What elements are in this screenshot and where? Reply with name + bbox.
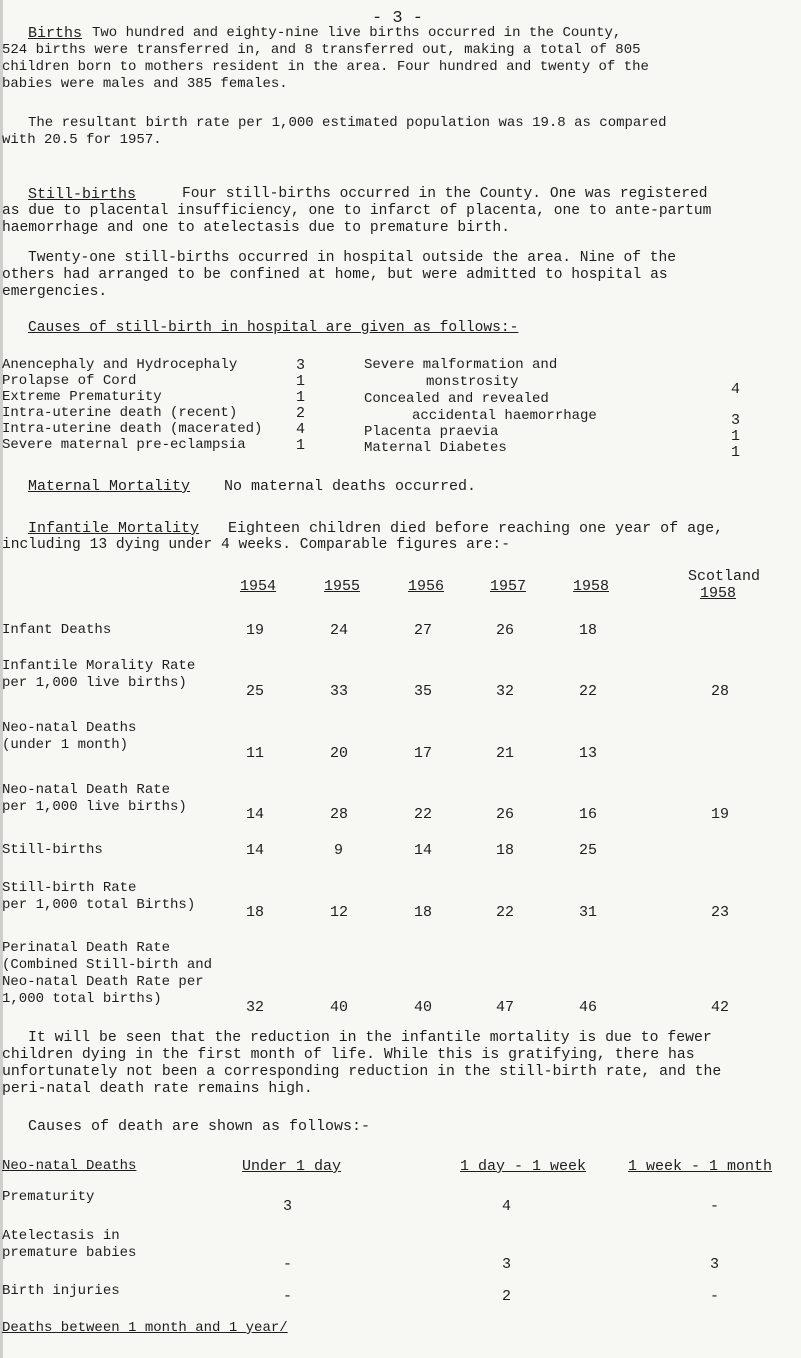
death-cause-cell: 3 [502, 1256, 512, 1273]
cell: 19 [246, 622, 265, 639]
death-cause-cell: 3 [710, 1256, 720, 1273]
cell: 11 [246, 745, 265, 762]
cell: 28 [711, 683, 730, 700]
conclusion-line-4: peri-natal death rate remains high. [2, 1081, 313, 1097]
row-label: (under 1 month) [2, 737, 129, 753]
infantile-line-1: Eighteen children died before reaching one year of age, [228, 520, 724, 537]
row-label: Still-birth Rate [2, 880, 137, 896]
cause-left-6-count: 1 [296, 437, 306, 454]
cell: 40 [414, 999, 433, 1016]
death-cause-cell: - [283, 1288, 293, 1305]
conclusion-line-2: children dying in the first month of life. While this is gratifying, there has [2, 1047, 695, 1063]
death-cause-cell: 2 [502, 1288, 512, 1305]
births-line-1: Two hundred and eighty-nine live births occurred in the County, [92, 25, 622, 41]
cell: 12 [330, 904, 349, 921]
cell: 31 [579, 904, 598, 921]
cell: 27 [414, 622, 433, 639]
col-header-1955: 1955 [324, 578, 361, 595]
cell: 21 [496, 745, 515, 762]
infantile-heading: Infantile Mortality [28, 520, 200, 537]
row-label: per 1,000 total Births) [2, 897, 196, 913]
hospital-line-3: emergencies. [2, 284, 108, 300]
death-cause-cell: - [283, 1256, 293, 1273]
cell: 22 [414, 806, 433, 823]
col-header-1957: 1957 [490, 578, 527, 595]
row-label: per 1,000 live births) [2, 675, 187, 691]
cell: 32 [496, 683, 515, 700]
death-cause-label: Atelectasis in [2, 1228, 120, 1244]
cell: 22 [579, 683, 598, 700]
cause-right-4: accidental haemorrhage [412, 408, 597, 424]
cause-right-2: monstrosity [426, 374, 519, 390]
cause-left-5-count: 4 [296, 421, 306, 438]
cell: 46 [579, 999, 598, 1016]
cause-left-3: Extreme Prematurity [2, 389, 162, 405]
cell: 18 [496, 842, 515, 859]
cell: 17 [414, 745, 433, 762]
causes-death-intro: Causes of death are shown as follows:- [28, 1118, 371, 1135]
col-header-scotland: Scotland [688, 568, 761, 585]
death-cause-cell: 3 [283, 1198, 293, 1215]
cell: 40 [330, 999, 349, 1016]
births-line-4: babies were males and 385 females. [2, 76, 288, 92]
stillbirths-line-1: Four still-births occurred in the County. One was registered [182, 186, 708, 202]
cause-right-5: Placenta praevia [364, 424, 499, 440]
cell: 14 [414, 842, 433, 859]
causes-death-footer: Deaths between 1 month and 1 year/ [2, 1320, 288, 1336]
birth-rate-line-1: The resultant birth rate per 1,000 estimated population was 19.8 as compared [28, 115, 667, 131]
row-label: Infantile Morality Rate [2, 658, 196, 674]
cause-right-6-count: 1 [731, 444, 741, 461]
cell: 14 [246, 806, 265, 823]
cell: 18 [414, 904, 433, 921]
stillbirths-heading: Still-births [28, 186, 137, 203]
cell: 28 [330, 806, 349, 823]
death-cause-label: premature babies [2, 1245, 137, 1261]
cell: 33 [330, 683, 349, 700]
cell: 14 [246, 842, 265, 859]
cause-right-2-count: 4 [731, 381, 741, 398]
page-number: - 3 - [372, 9, 424, 28]
cell: 23 [711, 904, 730, 921]
hospital-line-2: others had arranged to be confined at home, but were admitted to hospital as [2, 267, 668, 283]
week-to-month-header: 1 week - 1 month [628, 1158, 773, 1175]
row-label: Perinatal Death Rate [2, 940, 171, 956]
row-label: per 1,000 live births) [2, 799, 187, 815]
maternal-heading: Maternal Mortality [28, 478, 191, 495]
day-to-week-header: 1 day - 1 week [460, 1158, 587, 1175]
neonatal-deaths-header: Neo-natal Deaths [2, 1158, 137, 1174]
cell: 47 [496, 999, 515, 1016]
cause-right-3: Concealed and revealed [364, 391, 549, 407]
infantile-line-2: including 13 dying under 4 weeks. Comparable figures are:- [2, 537, 510, 553]
cell: 9 [334, 842, 344, 859]
col-header-1954: 1954 [240, 578, 277, 595]
cell: 35 [414, 683, 433, 700]
cell: 42 [711, 999, 730, 1016]
row-label: Neo-natal Deaths [2, 720, 137, 736]
causes-stillbirth-heading: Causes of still-birth in hospital are given as follows:- [28, 320, 519, 336]
cell: 22 [496, 904, 515, 921]
cell: 20 [330, 745, 349, 762]
col-header-1958: 1958 [573, 578, 610, 595]
cause-left-4-count: 2 [296, 405, 306, 422]
cell: 16 [579, 806, 598, 823]
cell: 25 [579, 842, 598, 859]
cause-left-2-count: 1 [296, 373, 306, 390]
cell: 19 [711, 806, 730, 823]
col-header-1956: 1956 [408, 578, 445, 595]
cell: 26 [496, 622, 515, 639]
hospital-line-1: Twenty-one still-births occurred in hospital outside the area. Nine of the [28, 250, 677, 266]
births-heading: Births [28, 25, 83, 42]
death-cause-label: Prematurity [2, 1189, 95, 1205]
birth-rate-line-2: with 20.5 for 1957. [2, 132, 162, 148]
cause-right-1: Severe malformation and [364, 357, 558, 373]
cell: 13 [579, 745, 598, 762]
cause-left-1-count: 3 [296, 357, 306, 374]
cell: 25 [246, 683, 265, 700]
cell: 18 [579, 622, 598, 639]
cell: 18 [246, 904, 265, 921]
conclusion-line-3: unfortunately not been a corresponding reduction in the still-birth rate, and the [2, 1064, 722, 1080]
cause-left-4: Intra-uterine death (recent) [2, 405, 238, 421]
col-header-scotland-year: 1958 [700, 585, 737, 602]
row-label: (Combined Still-birth and [2, 957, 213, 973]
births-line-2: 524 births were transferred in, and 8 transferred out, making a total of 805 [2, 42, 641, 58]
row-label: Neo-natal Death Rate [2, 782, 171, 798]
cell: 32 [246, 999, 265, 1016]
cause-right-6: Maternal Diabetes [364, 440, 507, 456]
row-label: 1,000 total births) [2, 991, 162, 1007]
death-cause-cell: 4 [502, 1198, 512, 1215]
stillbirths-line-2: as due to placental insufficiency, one to infarct of placenta, one to ante-partum [2, 203, 712, 219]
cause-left-2: Prolapse of Cord [2, 373, 137, 389]
death-cause-label: Birth injuries [2, 1283, 120, 1299]
cell: 26 [496, 806, 515, 823]
cause-left-1: Anencephaly and Hydrocephaly [2, 357, 238, 373]
cause-left-5: Intra-uterine death (macerated) [2, 421, 263, 437]
row-label: Infant Deaths [2, 622, 112, 638]
cause-left-3-count: 1 [296, 389, 306, 406]
cause-right-5-count: 1 [731, 428, 741, 445]
births-line-3: children born to mothers resident in the area. Four hundred and twenty of the [2, 59, 649, 75]
row-label: Still-births [2, 842, 103, 858]
row-label: Neo-natal Death Rate per [2, 974, 204, 990]
stillbirths-line-3: haemorrhage and one to atelectasis due to premature birth. [2, 220, 510, 236]
death-cause-cell: - [710, 1288, 720, 1305]
death-cause-cell: - [710, 1198, 720, 1215]
maternal-text: No maternal deaths occurred. [224, 478, 477, 495]
under-1-day-header: Under 1 day [242, 1158, 342, 1175]
cause-left-6: Severe maternal pre-eclampsia [2, 437, 246, 453]
cause-right-4-count: 3 [731, 412, 741, 429]
conclusion-line-1: It will be seen that the reduction in the infantile mortality is due to fewer [28, 1030, 712, 1046]
cell: 24 [330, 622, 349, 639]
